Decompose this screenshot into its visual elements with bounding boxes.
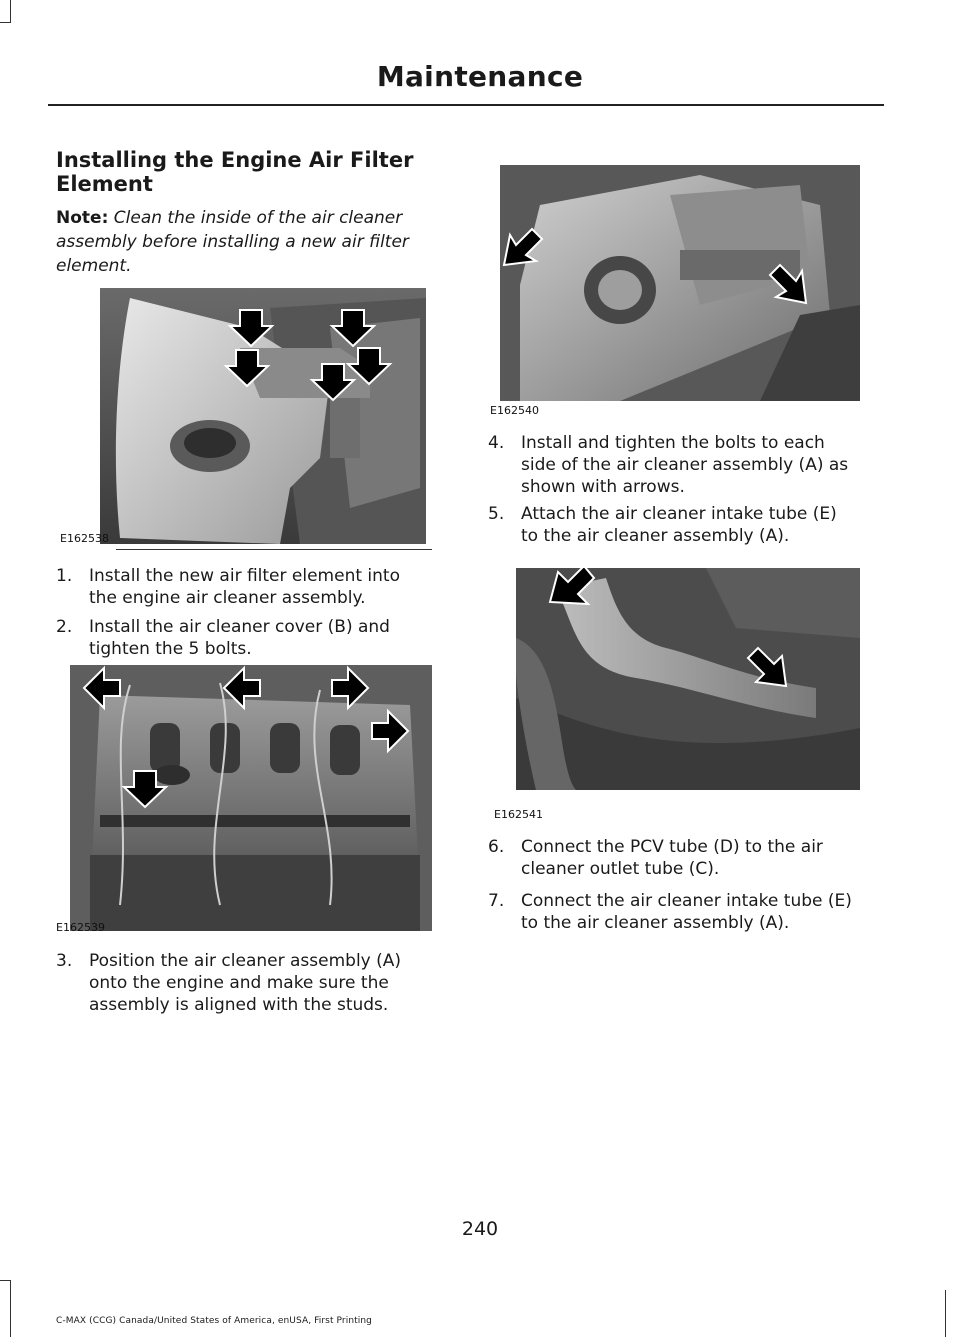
step-text-line: Install the new air filter element into	[89, 566, 400, 586]
step-text-line: Connect the air cleaner intake tube (E)	[521, 891, 852, 911]
figure-rule	[116, 549, 432, 550]
step-text-line: Install and tighten the bolts to each	[521, 433, 825, 453]
step-number: 4.	[488, 433, 505, 453]
step-text-line: to the air cleaner assembly (A).	[521, 913, 790, 933]
step-number: 3.	[56, 951, 73, 971]
section-title: Maintenance	[376, 60, 584, 93]
step-text-line: to the air cleaner assembly (A).	[521, 526, 790, 546]
step-number: 1.	[56, 566, 73, 586]
figure-intake-tube	[516, 568, 860, 790]
page-number: 240	[461, 1218, 499, 1240]
crop-mark	[0, 22, 11, 23]
figure-engine-top	[70, 665, 432, 931]
step-text-line: the engine air cleaner assembly.	[89, 588, 366, 608]
intake-tube-illustration	[516, 568, 860, 790]
step-number: 7.	[488, 891, 505, 911]
note	[56, 206, 440, 278]
step-text-line: Install the air cleaner cover (B) and	[89, 617, 390, 637]
figure-code: E162539	[56, 921, 105, 934]
figure-code: E162538	[60, 532, 109, 545]
step-text-line: Position the air cleaner assembly (A)	[89, 951, 402, 971]
step-number: 5.	[488, 504, 505, 524]
step-text-line: side of the air cleaner assembly (A) as	[521, 455, 849, 475]
step-text-line: Connect the PCV tube (D) to the air	[521, 837, 823, 857]
figure-air-cleaner-cover	[100, 288, 426, 544]
note-text: Clean the inside of the air cleaner assembly before installing a new air filter element.	[56, 208, 409, 276]
crop-mark	[10, 0, 11, 22]
step-text-line: tighten the 5 bolts.	[89, 639, 252, 659]
note-label: Note:	[56, 208, 109, 228]
step-number: 2.	[56, 617, 73, 637]
crop-mark	[0, 1280, 11, 1281]
step-text-line: Attach the air cleaner intake tube (E)	[521, 504, 837, 524]
step-text-line: assembly is aligned with the studs.	[89, 995, 389, 1015]
header-rule	[48, 104, 884, 106]
figure-air-cleaner-assembly	[500, 165, 860, 401]
page-footer: C-MAX (CCG) Canada/United States of America, enUSA, First Printing	[56, 1316, 372, 1326]
engine-top-illustration	[70, 665, 432, 931]
engine-air-cleaner-cover-illustration	[100, 288, 426, 544]
step-number: 6.	[488, 837, 505, 857]
step-text-line: shown with arrows.	[521, 477, 685, 497]
step-text-line: cleaner outlet tube (C).	[521, 859, 720, 879]
air-cleaner-assembly-illustration	[500, 165, 860, 401]
figure-code: E162540	[490, 404, 539, 417]
crop-mark	[10, 1280, 11, 1337]
crop-mark	[945, 1290, 946, 1337]
figure-code: E162541	[494, 808, 543, 821]
section-heading: Installing the Engine Air Filter Element	[56, 148, 414, 196]
step-text-line: onto the engine and make sure the	[89, 973, 389, 993]
